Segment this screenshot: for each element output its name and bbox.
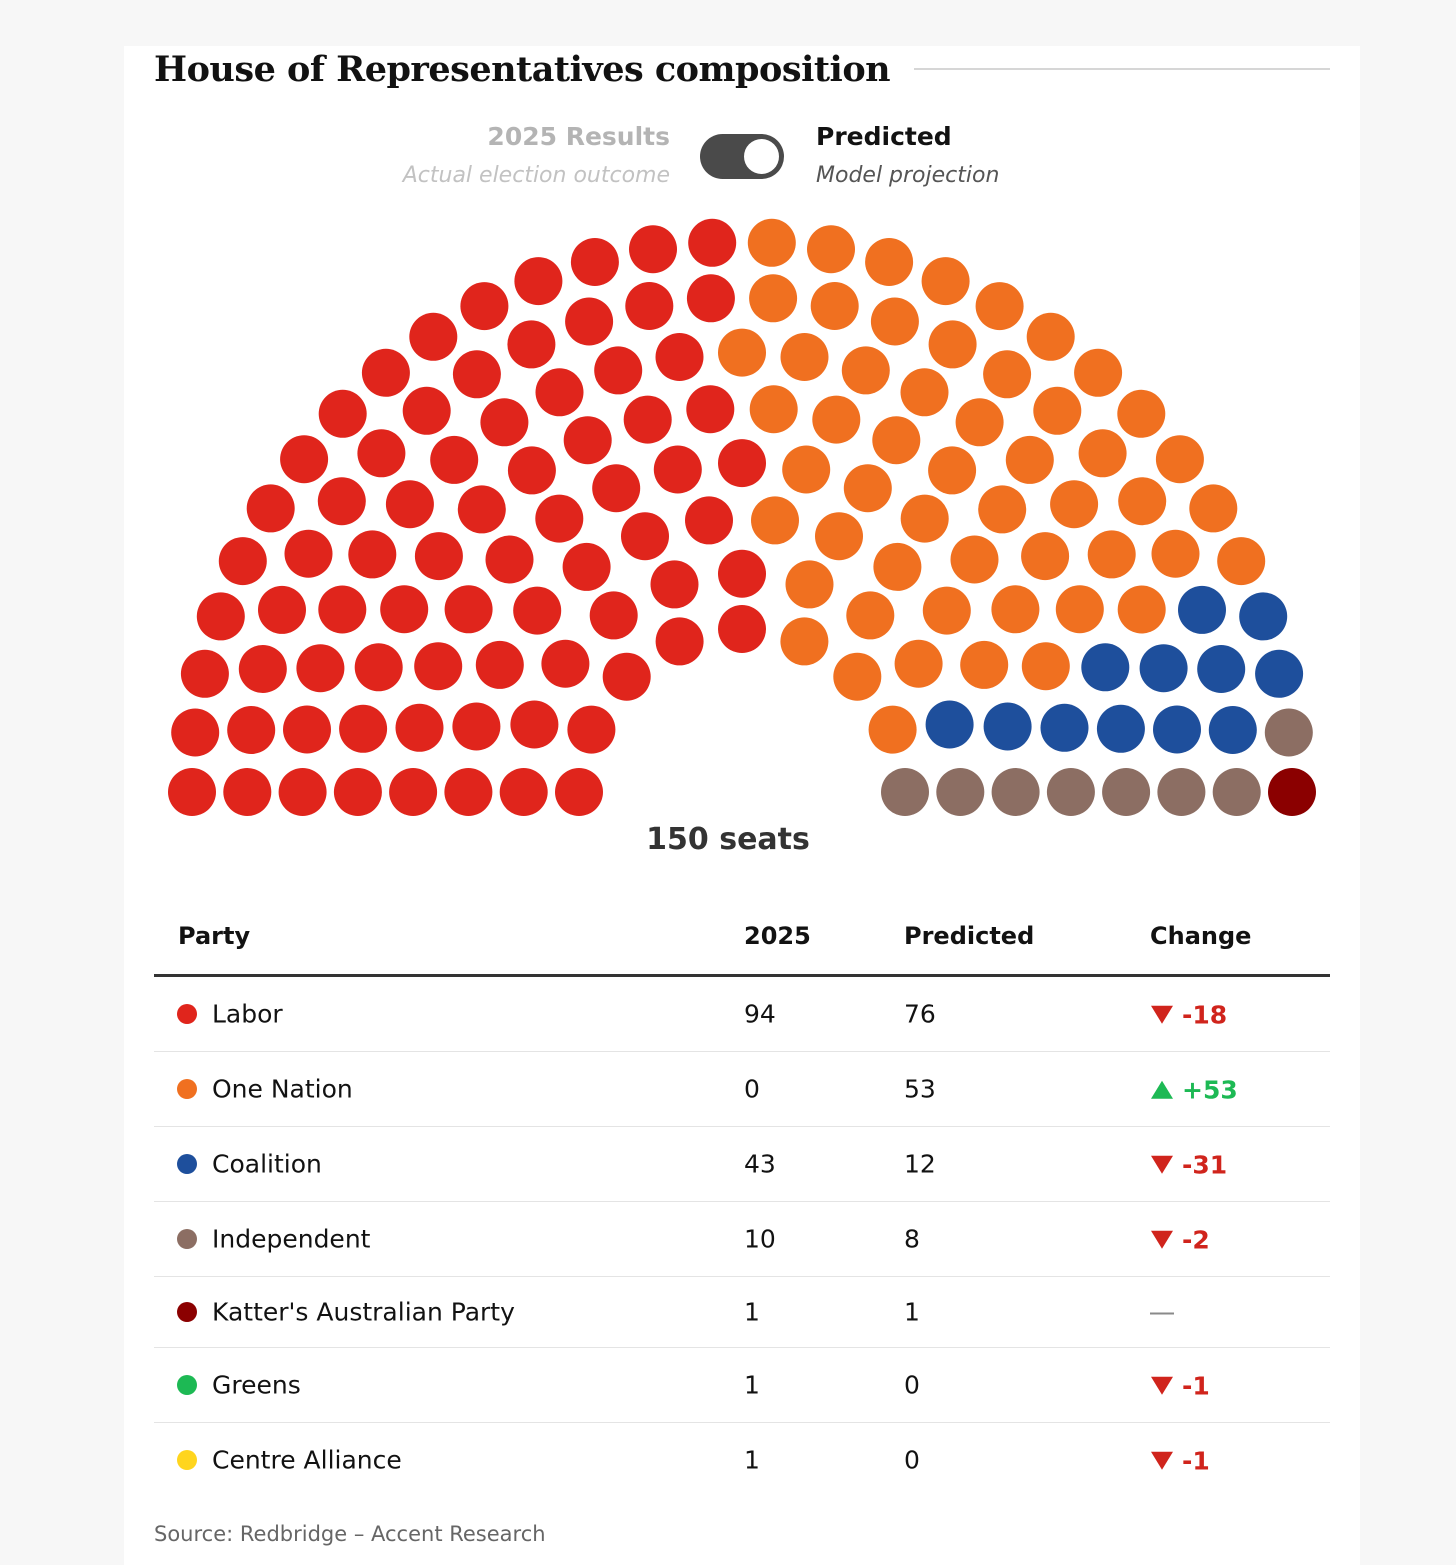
seats-predicted: 0 (904, 1445, 920, 1475)
seats-2025: 1 (744, 1445, 760, 1475)
seat-labor (414, 642, 462, 690)
seat-one-nation (978, 485, 1026, 533)
seat-one-nation (923, 587, 971, 635)
seat-one-nation (815, 512, 863, 560)
seat-coalition (926, 701, 974, 749)
seat-labor (362, 349, 410, 397)
seat-labor (603, 653, 651, 701)
seat-labor (564, 416, 612, 464)
seat-change-value: -1 (1182, 1446, 1210, 1476)
header-predicted: Predicted (904, 922, 1035, 950)
seat-labor (563, 543, 611, 591)
seat-labor (718, 605, 766, 653)
seat-labor (480, 398, 528, 446)
seat-labor (656, 333, 704, 381)
triangle-up-icon (1150, 1080, 1174, 1100)
seat-labor (687, 274, 735, 322)
seat-labor (621, 512, 669, 560)
seat-labor (403, 387, 451, 435)
seat-labor (227, 706, 275, 754)
seat-labor (514, 257, 562, 305)
table-header (154, 900, 1330, 977)
seat-labor (223, 768, 271, 816)
seat-one-nation (928, 446, 976, 494)
triangle-down-icon (1150, 1155, 1174, 1175)
party-color-dot (177, 1229, 197, 1249)
seat-labor (453, 350, 501, 398)
seat-labor (718, 439, 766, 487)
seats-2025: 0 (744, 1074, 760, 1104)
toggle-option-results-label: 2025 Results (487, 122, 670, 151)
seat-one-nation (1033, 387, 1081, 435)
seat-one-nation (718, 329, 766, 377)
seat-coalition (1209, 706, 1257, 754)
seat-labor (339, 705, 387, 753)
seat-coalition (1140, 644, 1188, 692)
seat-labor (239, 645, 287, 693)
seat-one-nation (1006, 436, 1054, 484)
header-change: Change (1150, 922, 1252, 950)
seat-labor (389, 768, 437, 816)
seat-labor (445, 585, 493, 633)
seat-one-nation (976, 282, 1024, 330)
seat-one-nation (781, 333, 829, 381)
seat-labor (592, 464, 640, 512)
seat-one-nation (1217, 537, 1265, 585)
seats-predicted: 76 (904, 999, 936, 1029)
seats-2025: 1 (744, 1370, 760, 1400)
seat-independent (1102, 768, 1150, 816)
seat-change-value: -18 (1182, 1000, 1228, 1030)
seat-one-nation (786, 560, 834, 608)
seat-labor (476, 641, 524, 689)
seat-one-nation (873, 543, 921, 591)
seat-labor (624, 396, 672, 444)
table-row (154, 1348, 1330, 1423)
seat-one-nation (983, 350, 1031, 398)
no-change-dash (1150, 1313, 1174, 1315)
seat-labor (555, 768, 603, 816)
seat-one-nation (748, 219, 796, 267)
seat-labor (686, 385, 734, 433)
seat-one-nation (901, 368, 949, 416)
seat-one-nation (1152, 530, 1200, 578)
seat-labor (452, 703, 500, 751)
seats-2025: 43 (744, 1149, 776, 1179)
seat-one-nation (782, 446, 830, 494)
seat-one-nation (865, 238, 913, 286)
toggle-option-results-subtitle: Actual election outcome (402, 163, 670, 188)
party-color-dot (177, 1004, 197, 1024)
seat-one-nation (1021, 532, 1069, 580)
seat-one-nation (991, 585, 1039, 633)
seat-labor (319, 390, 367, 438)
seat-change (1150, 1224, 1210, 1255)
seat-coalition (1081, 643, 1129, 691)
seat-one-nation (951, 536, 999, 584)
seat-labor (355, 643, 403, 691)
seat-labor (654, 446, 702, 494)
party-name: Centre Alliance (212, 1445, 402, 1475)
seat-labor (258, 586, 306, 634)
seat-coalition (1178, 586, 1226, 634)
table-row (154, 1423, 1330, 1497)
table-row (154, 1127, 1330, 1202)
seat-labor (285, 530, 333, 578)
seat-labor (396, 704, 444, 752)
seat-labor (688, 219, 736, 267)
seats-predicted: 12 (904, 1149, 936, 1179)
seat-one-nation (929, 320, 977, 368)
table-row (154, 1052, 1330, 1127)
seat-labor (536, 368, 584, 416)
table-body (154, 977, 1330, 1497)
seat-one-nation (901, 495, 949, 543)
party-color-dot (177, 1375, 197, 1395)
source-note: Source: Redbridge – Accent Research (154, 1522, 546, 1546)
party-name: Labor (212, 999, 283, 1029)
header-2025: 2025 (744, 922, 811, 950)
triangle-down-icon (1150, 1230, 1174, 1250)
seat-change-value: -31 (1182, 1150, 1228, 1180)
triangle-down-icon (1150, 1005, 1174, 1025)
table-row (154, 1277, 1330, 1348)
seat-one-nation (1022, 642, 1070, 690)
party-name: One Nation (212, 1074, 353, 1104)
seat-one-nation (922, 257, 970, 305)
seat-change-value: -2 (1182, 1225, 1210, 1255)
seats-predicted: 8 (904, 1224, 920, 1254)
seats-predicted: 53 (904, 1074, 936, 1104)
seat-labor (283, 706, 331, 754)
seat-labor (197, 592, 245, 640)
seat-one-nation (1118, 477, 1166, 525)
seat-one-nation (750, 385, 798, 433)
seat-labor (181, 650, 229, 698)
seat-one-nation (1079, 429, 1127, 477)
seat-labor (594, 346, 642, 394)
seat-labor (507, 320, 555, 368)
seat-coalition (1255, 650, 1303, 698)
party-color-dot (177, 1079, 197, 1099)
seat-labor (357, 429, 405, 477)
seat-one-nation (749, 274, 797, 322)
seat-coalition (1239, 592, 1287, 640)
seat-independent (1047, 768, 1095, 816)
seat-one-nation (1156, 435, 1204, 483)
seats-predicted: 0 (904, 1370, 920, 1400)
seat-one-nation (844, 464, 892, 512)
seat-labor (500, 768, 548, 816)
seats-2025: 94 (744, 999, 776, 1029)
seat-one-nation (956, 398, 1004, 446)
seat-labor (685, 496, 733, 544)
table-row (154, 977, 1330, 1052)
seat-one-nation (780, 617, 828, 665)
party-name: Katter's Australian Party (212, 1297, 515, 1327)
seat-labor (318, 586, 366, 634)
seat-labor (415, 532, 463, 580)
triangle-down-icon (1150, 1376, 1174, 1396)
seat-independent (1265, 709, 1313, 757)
seat-labor (571, 238, 619, 286)
seat-labor (460, 282, 508, 330)
seat-change (1150, 999, 1227, 1030)
seat-one-nation (846, 591, 894, 639)
seat-labor (334, 768, 382, 816)
seat-coalition (1041, 704, 1089, 752)
seat-one-nation (1056, 585, 1104, 633)
seat-labor (279, 768, 327, 816)
seat-coalition (1153, 706, 1201, 754)
seat-labor (409, 313, 457, 361)
seat-one-nation (807, 225, 855, 273)
seat-one-nation (869, 706, 917, 754)
seat-one-nation (812, 396, 860, 444)
seat-change (1150, 1445, 1210, 1476)
seat-one-nation (833, 653, 881, 701)
seat-independent (936, 768, 984, 816)
party-name: Coalition (212, 1149, 322, 1179)
seat-labor (513, 587, 561, 635)
seat-labor (171, 709, 219, 757)
seat-labor (380, 585, 428, 633)
seat-labor (247, 484, 295, 532)
seat-labor (567, 706, 615, 754)
seats-predicted: 1 (904, 1297, 920, 1327)
seat-labor (386, 480, 434, 528)
seat-labor (625, 282, 673, 330)
seat-one-nation (1189, 484, 1237, 532)
seat-coalition (1097, 705, 1145, 753)
seat-independent (992, 768, 1040, 816)
triangle-down-icon (1150, 1451, 1174, 1471)
seat-independent (1157, 768, 1205, 816)
seat-labor (508, 446, 556, 494)
seat-one-nation (872, 416, 920, 464)
seat-independent (881, 768, 929, 816)
seat-one-nation (1117, 390, 1165, 438)
seat-labor (348, 530, 396, 578)
seat-independent (1213, 768, 1261, 816)
seat-one-nation (1050, 480, 1098, 528)
page-title: House of Representatives composition (154, 48, 891, 90)
seat-labor (510, 701, 558, 749)
toggle-option-predicted-subtitle: Model projection (816, 163, 1000, 188)
party-name: Independent (212, 1224, 371, 1254)
seat-one-nation (1118, 586, 1166, 634)
seat-labor (219, 537, 267, 585)
toggle-option-predicted-label: Predicted (816, 122, 952, 151)
seat-labor (629, 225, 677, 273)
seat-labor (718, 550, 766, 598)
seat-change-value: -1 (1182, 1371, 1210, 1401)
seat-labor (444, 768, 492, 816)
seat-labor (486, 536, 534, 584)
seat-labor (318, 477, 366, 525)
seat-labor (656, 617, 704, 665)
seat-labor (541, 640, 589, 688)
seat-one-nation (811, 282, 859, 330)
seats-2025: 1 (744, 1297, 760, 1327)
seat-coalition (1197, 645, 1245, 693)
seat-one-nation (1088, 530, 1136, 578)
seat-change (1150, 1370, 1210, 1401)
seat-change (1150, 1074, 1238, 1105)
table-row (154, 1202, 1330, 1277)
seat-labor (458, 485, 506, 533)
party-color-dot (177, 1450, 197, 1470)
seat-coalition (984, 703, 1032, 751)
seat-change (1150, 1149, 1227, 1180)
seats-2025: 10 (744, 1224, 776, 1254)
header-party: Party (178, 922, 251, 950)
seat-labor (590, 591, 638, 639)
seat-total-label: 150 seats (646, 822, 810, 857)
results-table (154, 900, 1330, 1497)
seat-labor (296, 644, 344, 692)
seat-one-nation (1074, 349, 1122, 397)
seat-one-nation (895, 640, 943, 688)
seat-one-nation (960, 641, 1008, 689)
seat-one-nation (751, 496, 799, 544)
seat-labor (280, 435, 328, 483)
seat-change-value: +53 (1182, 1075, 1238, 1105)
party-color-dot (177, 1154, 197, 1174)
seat-labor (565, 298, 613, 346)
seat-labor (168, 768, 216, 816)
seat-one-nation (871, 298, 919, 346)
party-color-dot (177, 1302, 197, 1322)
seat-one-nation (1027, 313, 1075, 361)
seat-labor (430, 436, 478, 484)
seat-one-nation (842, 346, 890, 394)
seat-labor (535, 495, 583, 543)
seat-labor (651, 560, 699, 608)
seat-change (1150, 1298, 1174, 1327)
seat-katter-s-australian-party (1268, 768, 1316, 816)
party-name: Greens (212, 1370, 301, 1400)
